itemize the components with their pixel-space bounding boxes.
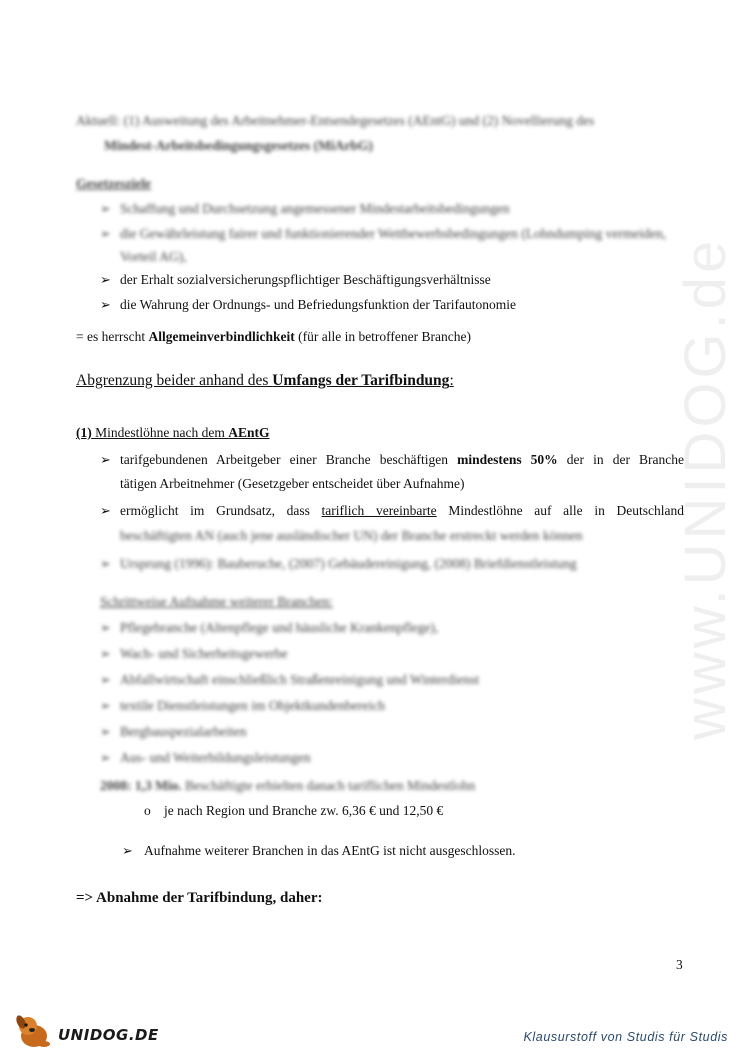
arrow-bullet-icon: ➢ — [100, 698, 111, 713]
circle-bullet-icon: o — [144, 803, 151, 818]
point-1a: tarifgebundenen Arbeitgeber einer Branche beschäftigen mindestens 50% der in der Branche — [120, 452, 685, 467]
stepwise-item-2: Wach- und Sicherheitsgewerbe — [120, 646, 288, 661]
stepwise-summary: 2008: 1,3 Mio. Beschäftigte erhielten danach tariflichen Mindestlohn — [100, 778, 476, 793]
arrow-bullet-icon: ➢ — [100, 503, 111, 518]
arrow-bullet-icon: ➢ — [100, 646, 111, 661]
footer-slogan: Klausurstoff von Studis für Studis — [523, 1030, 728, 1044]
stepwise-item-1: Pflegebranche (Altenpflege und häusliche Krankenpflege), — [120, 620, 439, 635]
arrow-bullet-icon: ➢ — [100, 556, 111, 571]
arrow-bullet-icon: ➢ — [100, 226, 111, 241]
arrow-bullet-icon: ➢ — [100, 201, 111, 216]
stepwise-item-4: textile Dienstleistungen im Objektkundenbereich — [120, 698, 386, 713]
arrow-bullet-icon: ➢ — [122, 843, 133, 858]
header-line-1: Aktuell: (1) Ausweitung des Arbeitnehmer-Entsendegesetzes (AEntG) und (2) Novellierung des — [76, 113, 595, 128]
watermark: www.UNIDOG.de — [673, 236, 738, 740]
dog-icon — [14, 1012, 56, 1050]
point-1b: tätigen Arbeitnehmer (Gesetzgeber entscheidet über Aufnahme) — [120, 476, 465, 491]
point-2a: ermöglicht im Grundsatz, dass tariflich vereinbarte Mindestlöhne auf alle in Deutschland — [120, 503, 684, 518]
arrow-bullet-icon: ➢ — [100, 750, 111, 765]
wage-range: je nach Region und Branche zw. 6,36 € und 12,50 € — [164, 803, 444, 818]
goals-heading: Gesetzesziele — [76, 176, 151, 191]
arrow-bullet-icon: ➢ — [100, 272, 111, 287]
arrow-bullet-icon: ➢ — [100, 620, 111, 635]
stepwise-heading: Schrittweise Aufnahme weiterer Branchen: — [100, 594, 333, 609]
point-2b: beschäftigten AN (auch jene ausländischer UN) der Branche erstreckt werden können — [120, 528, 583, 543]
arrow-bullet-icon: ➢ — [100, 452, 111, 467]
stepwise-item-5: Bergbauspezialarbeiten — [120, 724, 247, 739]
arrow-bullet-icon: ➢ — [100, 672, 111, 687]
subsection-heading-1: (1) Mindestlöhne nach dem AEntG — [76, 425, 270, 440]
unidog-logo[interactable]: UNIDOG.DE — [14, 1012, 154, 1050]
goal-item-4: die Wahrung der Ordnungs- und Befriedungsfunktion der Tarifautonomie — [120, 297, 517, 312]
goal-item-2b: Vorteil AG), — [120, 249, 187, 264]
arrow-bullet-icon: ➢ — [100, 724, 111, 739]
header-line-2: Mindest-Arbeitsbedingungsgesetzes (MiArbG) — [104, 138, 373, 153]
point-3: Ursprung (1996): Bauberuche, (2007) Gebäudereinigung, (2008) Briefdienstleistung — [120, 556, 577, 571]
arrow-bullet-icon: ➢ — [100, 297, 111, 312]
goal-item-2a: die Gewährleistung fairer und funktionierender Wettbewerbsbedingungen (Lohndumping vermeiden, — [120, 226, 666, 241]
further-branches: Aufnahme weiterer Branchen in das AEntG ist nicht ausgeschlossen. — [144, 843, 516, 858]
final-conclusion: => Abnahme der Tarifbindung, daher: — [76, 890, 323, 906]
page-number: 3 — [676, 957, 683, 972]
section-heading: Abgrenzung beider anhand des Umfangs der Tarifbindung: — [76, 372, 454, 389]
goal-item-3: der Erhalt sozialversicherungspflichtiger Beschäftigungsverhältnisse — [120, 272, 491, 287]
stepwise-item-3: Abfallwirtschaft einschließlich Straßenreinigung und Winterdienst — [120, 672, 480, 687]
conclusion-line: = es herrscht Allgemeinverbindlichkeit (für alle in betroffener Branche) — [76, 329, 472, 344]
goal-item-1: Schaffung und Durchsetzung angemessener Mindestarbeitsbedingungen — [120, 201, 510, 216]
stepwise-item-6: Aus- und Weiterbildungsleistungen — [120, 750, 311, 765]
